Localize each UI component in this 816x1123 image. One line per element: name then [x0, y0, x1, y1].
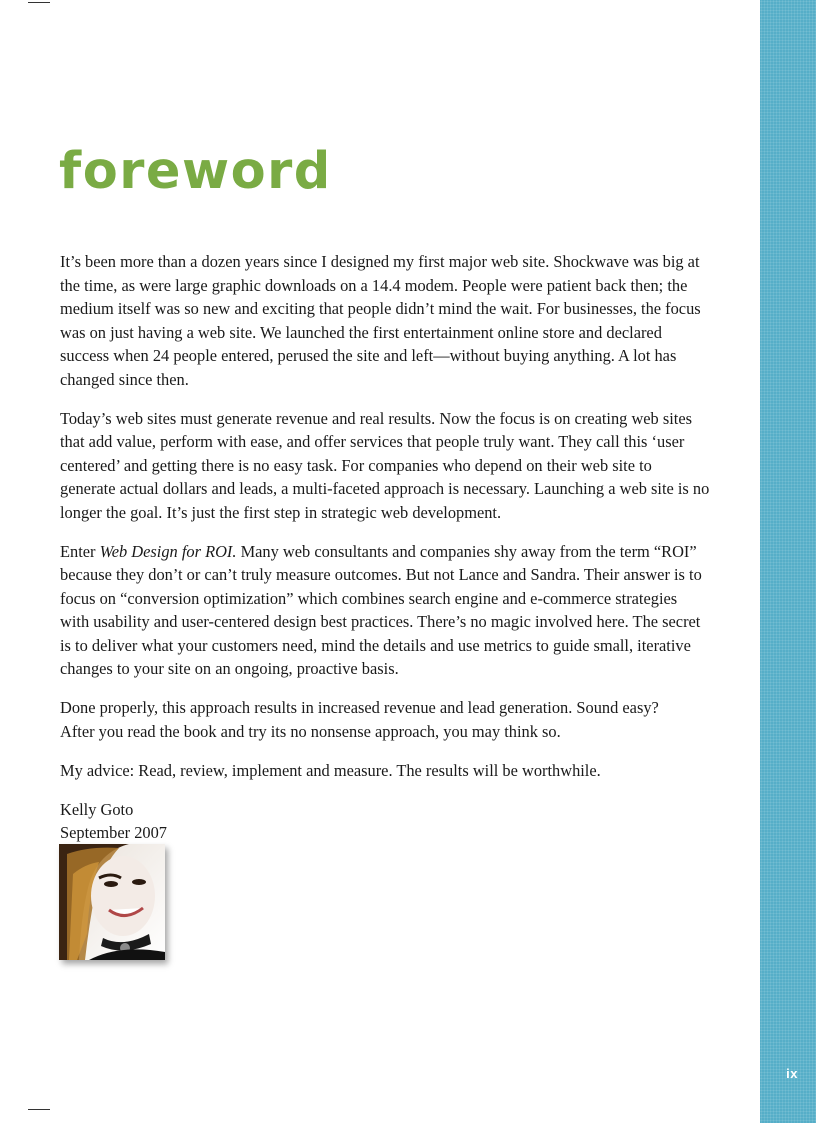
page-number: ix: [786, 1066, 798, 1081]
page-sidebar: [760, 0, 816, 1123]
author-name: Kelly Goto: [60, 799, 134, 819]
paragraph-5: My advice: Read, review, implement and measure. The results will be worthwhile.: [60, 760, 601, 780]
author-photo: [59, 844, 165, 960]
paragraph-3-rest: Many web consultants and companies shy away from the term “ROI” because they don’t or can’t truly measure outcomes. But not Lance and Sandra. Their answer is to focus on “conversion optimization” which combines search engine and e-commerce strategies with usability and user-centered design best practices. There’s no magic involved here. The secret is to deliver what your customers need, mind the details and use metrics to guide small, iterative changes to your site on an ongoing, proactive basis.: [60, 541, 702, 678]
crop-mark-top-left: [28, 2, 50, 3]
paragraph-3: [60, 540, 710, 681]
author-portrait-illustration: [59, 844, 165, 960]
paragraph-1: It’s been more than a dozen years since I designed my first major web site. Shockwave was big at the time, as were large graphic downloads on a 14.4 modem. People were patient back then; the medium itself was so new and exciting that people didn’t mind the wait. For businesses, the focus was on just having a web site. We launched the first entertainment online store and declared success when 24 people entered, perused the site and left—without buying anything. A lot has changed since then.: [60, 252, 701, 389]
signature-block: [60, 798, 710, 845]
foreword-body: [60, 250, 710, 845]
paragraph-4: [60, 696, 710, 743]
crop-mark-bottom-left: [28, 1109, 50, 1110]
signature-date: September 2007: [60, 823, 167, 842]
book-title: Web Design for ROI.: [99, 541, 237, 561]
paragraph-4-line-1: Done properly, this approach results in increased revenue and lead generation. Sound easy?: [60, 698, 659, 717]
page-title: foreword: [59, 142, 332, 201]
paragraph-4-line-2: After you read the book and try its no nonsense approach, you may think so.: [60, 721, 561, 741]
paragraph-2: Today’s web sites must generate revenue and real results. Now the focus is on creating web sites that add value, perform with ease, and offer services that people truly want. They call this ‘user centered’ and getting there is no easy task. For companies who depend on their web site to generate actual dollars and leads, a multi-faceted approach is necessary. Launching a web site is no longer the goal. It’s just the first step in strategic web development.: [60, 408, 710, 522]
paragraph-3-intro: Enter: [60, 541, 100, 561]
